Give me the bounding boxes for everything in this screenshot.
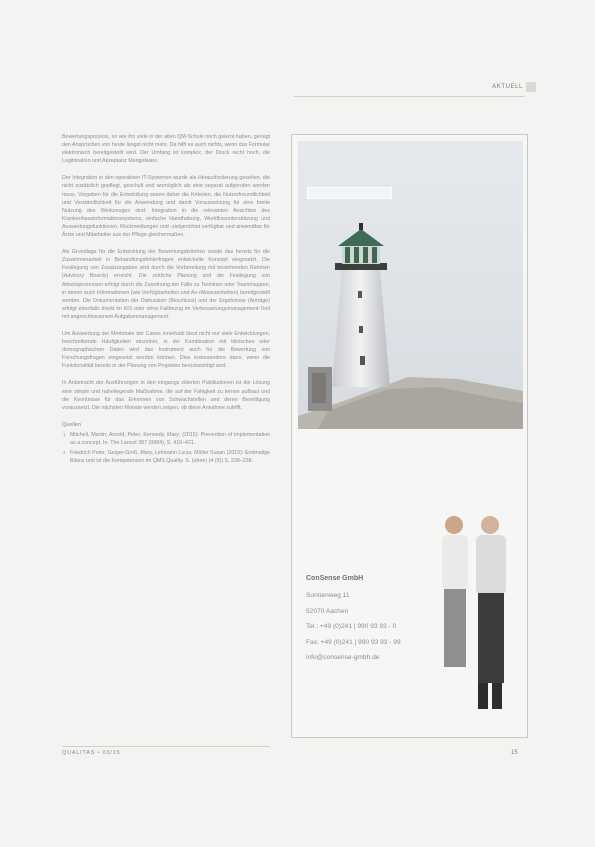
sources-title: Quellen — [62, 421, 81, 428]
sources-section — [62, 421, 270, 465]
article-paragraph: Als Grundlage für die Entwicklung der Bewertungskriterien wurde das bereits für die Zusammenarbeit in Behandlungsfehlerfragen entwickelte Konzept eingesetzt. Die Festlegung von Zusatzangaben wird durch die Vorbereitung mit bestehenden Rahmen (Advisory Boards) erreicht. Die zeitliche Planung und die Festlegung von Arbeitsprozessen erfolgt durch die Zuordnung der Fälle zu Terminen oder Teammappen, in denen auch Informationen (wie Verfügbarkeiten und An-/Abwesenheiten) bereitgestellt werden. Die Dokumentation der Diskussion (Beschluss) und der Ergebnisse (Anträge) erfolgt ebenfalls direkt im KIS oder ohne Fallbezug im Verbesserungsmanagement-Tool mit angeschlossenem Aufgabenmanagement. — [62, 249, 270, 320]
article-paragraph: Um Auswertung der Merkmale der Cases innerhalb lässt nicht nur viele Entwicklungen, beschreibende Häufigkeiten einzelner, in der Kombination mit klinischen oder demographischen Daten wird das Instrument auch für die Bewertung von Forschungsfragen eingesetzt werden können. Dies insbesondere dann, wenn die Funktionalität bereits in der Planung von Projekten berücksichtigt wird. — [62, 330, 270, 370]
section-marker — [526, 82, 536, 92]
source-text: Friedrich Peter, Geiger-Groß, Mary, Lehmann Lucia, Müller Susan (2015): Erstmalige Bilanz und ist die Kompetenzen im QMS Quality. S. (ohne) (4 (9)) S. 228–238. — [70, 450, 270, 465]
section-label: AKTUELL — [492, 83, 523, 90]
article-paragraph: Der Integration in den operativen IT-Systemen wurde als Herausforderung gesehen, die nicht zusätzlich gepflegt, geschult und womöglich als eine separat aufgerufen werden muss. Vorgaben für die Entwicklung waren daher die Kriterien, die Nutzerfreundlichkeit und Verständlichkeit für die Anwendung und damit Voraussetzung für eine breite Nutzung des Werkzeuges sind: Integration in die relevanten Ansichten des Krankenhausinformationssystems, einfache Handhabung, Workflowunterstützung und Auswertungsfunktionen, Rückmeldungen und -zielgerichtet verfügbar und anwendbar für Ärzte und Mitarbeiter aus der Pflege gleichermaßen. — [62, 175, 270, 239]
company-street: Sonnenweg 11 — [306, 592, 350, 599]
lighthouse-photo — [298, 141, 523, 429]
source-item — [63, 449, 270, 465]
company-city: 52070 Aachen — [306, 607, 349, 615]
source-item — [63, 431, 270, 447]
advertisement-box — [291, 134, 528, 738]
lighthouse-illustration — [298, 141, 523, 429]
source-number: 2 — [63, 450, 66, 456]
footer-divider — [62, 746, 270, 747]
article-paragraph: Bewertungsprozess, so wie ihn viele in der alten QM-Schule noch gelernt haben, genügt den Ansprüchen von heute längst nicht mehr. Da hilft es auch nichts, wenn das Formular elektronisch bereitgestellt wird. Der Umfang ist komplex, der Druck recht hoch, die Legitimation und Akzeptanz Mangelware. — [62, 134, 270, 165]
article-paragraph: In Anbetracht der Ausführungen in den eingangs zitierten Publikationen ist die Lösung eine simple und naheliegende Maßnahme, die auf der Fähigkeit zu lernen aufbaut und die Kenntnisse für das Erkennen von Schwachstellen und deren Beseitigung voraussetzt. Die nächsten Monate werden zeigen, ob diese Annahme zutrifft. — [62, 380, 270, 411]
company-name: ConSense GmbH — [306, 575, 364, 582]
company-fax: Fax: +49 (0)241 | 990 93 93 - 99 — [306, 638, 401, 646]
company-email: info@consense-gmbh.de — [306, 654, 380, 661]
sources-list — [62, 431, 270, 465]
article-column — [62, 133, 270, 467]
company-phone: Tel.: +49 (0)241 | 990 93 93 - 0 — [306, 623, 397, 630]
source-number: 1 — [63, 431, 66, 437]
header-divider — [294, 96, 524, 97]
photo-caption — [307, 187, 392, 199]
page-number: 15 — [511, 750, 518, 756]
business-people-photo — [432, 511, 516, 736]
footer-publication: QUALITAS • 03/15 — [62, 750, 121, 756]
source-text: Mitchell, Martin; Arnold, Peter; Kennedy, Mary; (2015): Prevention of implementation as a concept. In: The Lancet 387 (9984), S. 416–421. — [70, 431, 270, 446]
section-header — [476, 80, 536, 93]
company-contact — [306, 575, 426, 670]
